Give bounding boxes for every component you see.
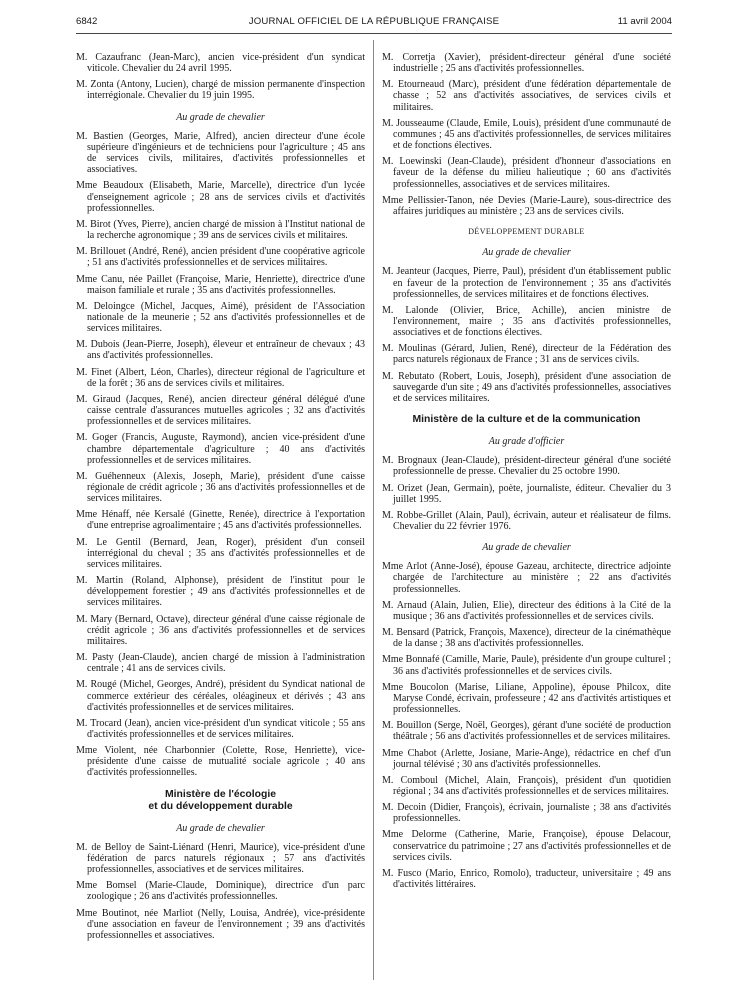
grade-heading: Au grade de chevalier [482,247,571,259]
list-item: Mme Chabot (Arlette, Josiane, Marie-Ange), rédactrice en chef d'un journal télévisé ; 30 ans d'activités professionnelles. [382,747,671,770]
list-item: M. Giraud (Jacques, René), ancien directeur général délégué d'une caisse centrale d'assurances mutuelles agricoles ; 32 ans d'activités professionnelles et de services militaires. [76,393,365,428]
grade-heading: Au grade de chevalier [176,822,265,834]
left-top-list [76,52,365,102]
list-item: Mme Canu, née Paillet (Françoise, Marie, Henriette), directrice d'une maison familiale et rurale ; 35 ans d'activités professionnelles. [76,273,365,296]
grade-heading: Au grade de chevalier [482,542,571,554]
page-header [76,14,672,30]
list-item: M. Moulinas (Gérard, Julien, René), directeur de la Fédération des parcs naturels régionaux de France ; 31 ans de services civils. [382,343,671,366]
column-divider [373,40,374,980]
list-item: M. Martin (Roland, Alphonse), président de l'institut pour le développement forestier ; 49 ans d'activités professionnelles et de services militaires. [76,575,365,609]
ecologie-chevalier-list [76,842,365,941]
list-item: Mme Bonnafé (Camille, Marie, Paule), présidente d'un groupe culturel ; 36 ans d'activités professionnelles et de services civils. [382,654,671,677]
list-item: Mme Hénaff, née Kersalé (Ginette, Renée), directrice à l'exportation d'une entreprise agroalimentaire ; 45 ans d'activités professionnelles. [76,509,365,532]
list-item: M. Pasty (Jean-Claude), ancien chargé de mission à l'administration centrale ; 41 ans de services civils. [76,652,365,675]
list-item: Mme Boucolon (Marise, Liliane, Appoline), épouse Philcox, dite Maryse Condé, écrivain, professeure ; 42 ans d'activités artistiques et professionnelles. [382,681,671,716]
list-item: M. Bouillon (Serge, Noël, Georges), gérant d'une société de production théâtrale ; 56 ans d'activités professionnelles et de services militaires. [382,720,671,743]
list-item: Mme Pellissier-Tanon, née Devies (Marie-Laure), sous-directrice des affaires juridiques au ministère ; 23 ans de services civils. [382,194,671,217]
list-item: M. de Belloy de Saint-Liénard (Henri, Maurice), vice-président d'une fédération de parcs naturels régionaux ; 57 ans d'activités professionnelles, associatives et de services militaires. [76,841,365,876]
list-item: M. Fusco (Mario, Enrico, Romolo), traducteur, universitaire ; 49 ans d'activités littéraires. [382,867,671,891]
ministry-title-line: Ministère de l'écologie [164,788,277,800]
ministry-heading-ecologie [76,789,365,813]
list-item: M. Rebutato (Robert, Louis, Joseph), président d'une association de sauvegarde d'un site ; 49 ans d'activités professionnelles, associatives et de services militaires. [382,370,671,404]
ministry-heading-culture: Ministère de la culture et de la communication [412,414,641,426]
list-item: M. Finet (Albert, Léon, Charles), directeur régional de l'agriculture et de la forêt ; 36 ans de services civils et militaires. [76,366,365,389]
list-item: M. Loewinski (Jean-Claude), président d'honneur d'associations en faveur de la défense du milieu halieutique ; 60 ans d'activités professionnelles, associatives et de services militaires. [382,156,671,190]
list-item: M. Lalonde (Olivier, Brice, Achille), ancien ministre de l'environnement, maire ; 35 ans d'activités professionnelles, associatives et de fonctions électives. [382,304,671,339]
page-number: 6842 [76,16,98,27]
list-item: M. Etourneaud (Marc), président d'une fédération départementale de chasse ; 52 ans d'activités associatives, de services civils et militaires. [382,79,671,113]
issue-date: 11 avril 2004 [617,16,672,27]
list-item: M. Corretja (Xavier), président-directeur général d'une société industrielle ; 25 ans d'activités professionnelles. [382,52,671,75]
list-item: Mme Bomsel (Marie-Claude, Dominique), directrice d'un parc zoologique ; 26 ans d'activités professionnelles. [76,880,365,903]
list-item: Mme Violent, née Charbonnier (Colette, Rose, Henriette), vice-présidente d'une caisse de mutualité sociale agricole ; 40 ans d'activités professionnelles. [76,745,365,779]
list-item: M. Rougé (Michel, Georges, André), président du Syndicat national de commerce extérieur des céréales, oléagineux et dérivés ; 43 ans d'activités professionnelles et de services militaires. [76,679,365,713]
developpement-chevalier-list [382,266,671,404]
list-item: M. Zonta (Antony, Lucien), chargé de mission permanente d'inspection interrégionale. Chevalier du 19 juin 1995. [76,79,365,102]
list-item: M. Bensard (Patrick, François, Maxence), directeur de la cinémathèque de la danse ; 38 ans d'activités professionnelles. [382,627,671,650]
list-item: M. Dubois (Jean-Pierre, Joseph), éleveur et entraîneur de chevaux ; 43 ans d'activités professionnelles. [76,339,365,362]
list-item: M. Bastien (Georges, Marie, Alfred), ancien directeur d'une école supérieure d'ingénieurs et de techniciens pour l'agriculture ; 45 ans de services civils, militaires, d'activités professionnelles et associatives. [76,130,365,176]
list-item: Mme Arlot (Anne-José), épouse Gazeau, architecte, directrice adjointe chargée de l'architecture au ministère ; 22 ans d'activités professionnelles. [382,561,671,595]
list-item: M. Decoin (Didier, François), écrivain, journaliste ; 38 ans d'activités professionnelles. [382,802,671,825]
right-column [382,52,671,895]
list-item: M. Jeanteur (Jacques, Pierre, Paul), président d'un établissement public en faveur de la protection de l'environnement ; 35 ans d'activités professionnelles, de services militaires et de fonctions électives. [382,266,671,300]
list-item: M. Deloingce (Michel, Jacques, Aimé), président de l'Association nationale de la meunerie ; 52 ans d'activités professionnelles et de services militaires. [76,300,365,335]
list-item: M. Le Gentil (Bernard, Jean, Roger), président d'un conseil interrégional du cheval ; 35 ans d'activités professionnelles et de services militaires. [76,536,365,570]
culture-officier-list [382,455,671,532]
agriculture-chevalier-list [76,131,365,779]
list-item: M. Cazaufranc (Jean-Marc), ancien vice-président d'un syndicat viticole. Chevalier du 24 avril 1995. [76,52,365,75]
list-item: M. Brillouet (André, René), ancien président d'une coopérative agricole ; 51 ans d'activités professionnelles et de services militaires. [76,246,365,269]
list-item: M. Brognaux (Jean-Claude), président-directeur général d'une société professionnelle de presse. Chevalier du 25 octobre 1990. [382,455,671,478]
section-heading: DÉVELOPPEMENT DURABLE [468,227,585,237]
list-item: M. Trocard (Jean), ancien vice-président d'un syndicat viticole ; 55 ans d'activités professionnelles et de services militaires. [76,717,365,740]
list-item: M. Orizet (Jean, Germain), poète, journaliste, éditeur. Chevalier du 3 juillet 1995. [382,482,671,505]
right-top-list [382,52,671,217]
grade-heading: Au grade de chevalier [176,111,265,123]
list-item: M. Comboul (Michel, Alain, François), président d'un quotidien régional ; 34 ans d'activités professionnelles et de services militaires. [382,774,671,797]
list-item: M. Mary (Bernard, Octave), directeur général d'une caisse régionale de crédit agricole ; 36 ans d'activités professionnelles et de services militaires. [76,613,365,647]
header-rule [76,33,672,34]
journal-title: JOURNAL OFFICIEL DE LA RÉPUBLIQUE FRANÇAISE [248,16,500,27]
list-item: M. Goger (Francis, Auguste, Raymond), ancien vice-président d'une chambre départementale d'agriculture ; 40 ans d'activités professionnelles et de services militaires. [76,432,365,466]
list-item: Mme Delorme (Catherine, Marie, Françoise), épouse Delacour, conservatrice du patrimoine ; 27 ans d'activités professionnelles et de services civils. [382,829,671,863]
list-item: M. Birot (Yves, Pierre), ancien chargé de mission à l'Institut national de la recherche agronomique ; 39 ans de services civils et militaires. [76,218,365,242]
list-item: M. Guéhenneux (Alexis, Joseph, Marie), président d'une caisse régionale de crédit agricole ; 36 ans d'activités professionnelles et de services militaires. [76,470,365,505]
culture-chevalier-list [382,561,671,890]
list-item: M. Robbe-Grillet (Alain, Paul), écrivain, auteur et réalisateur de films. Chevalier du 22 février 1976. [382,509,671,532]
list-item: Mme Beaudoux (Elisabeth, Marie, Marcelle), directrice d'un lycée d'enseignement agricole ; 28 ans de services civils et d'activités professionnelles. [76,180,365,214]
list-item: Mme Boutinot, née Marliot (Nelly, Louisa, Andrée), vice-présidente d'une association en faveur de l'environnement ; 39 ans d'activités professionnelles et associatives. [76,907,365,941]
ministry-title-line: et du développement durable [148,800,293,812]
left-column [76,52,365,946]
list-item: M. Arnaud (Alain, Julien, Elie), directeur des éditions à la Cité de la musique ; 36 ans d'activités professionnelles et de services civils. [382,599,671,622]
list-item: M. Jousseaume (Claude, Emile, Louis), président d'une communauté de communes ; 45 ans d'activités professionnelles, de services militaires et de fonctions électives. [382,117,671,152]
grade-heading: Au grade d'officier [488,436,565,448]
